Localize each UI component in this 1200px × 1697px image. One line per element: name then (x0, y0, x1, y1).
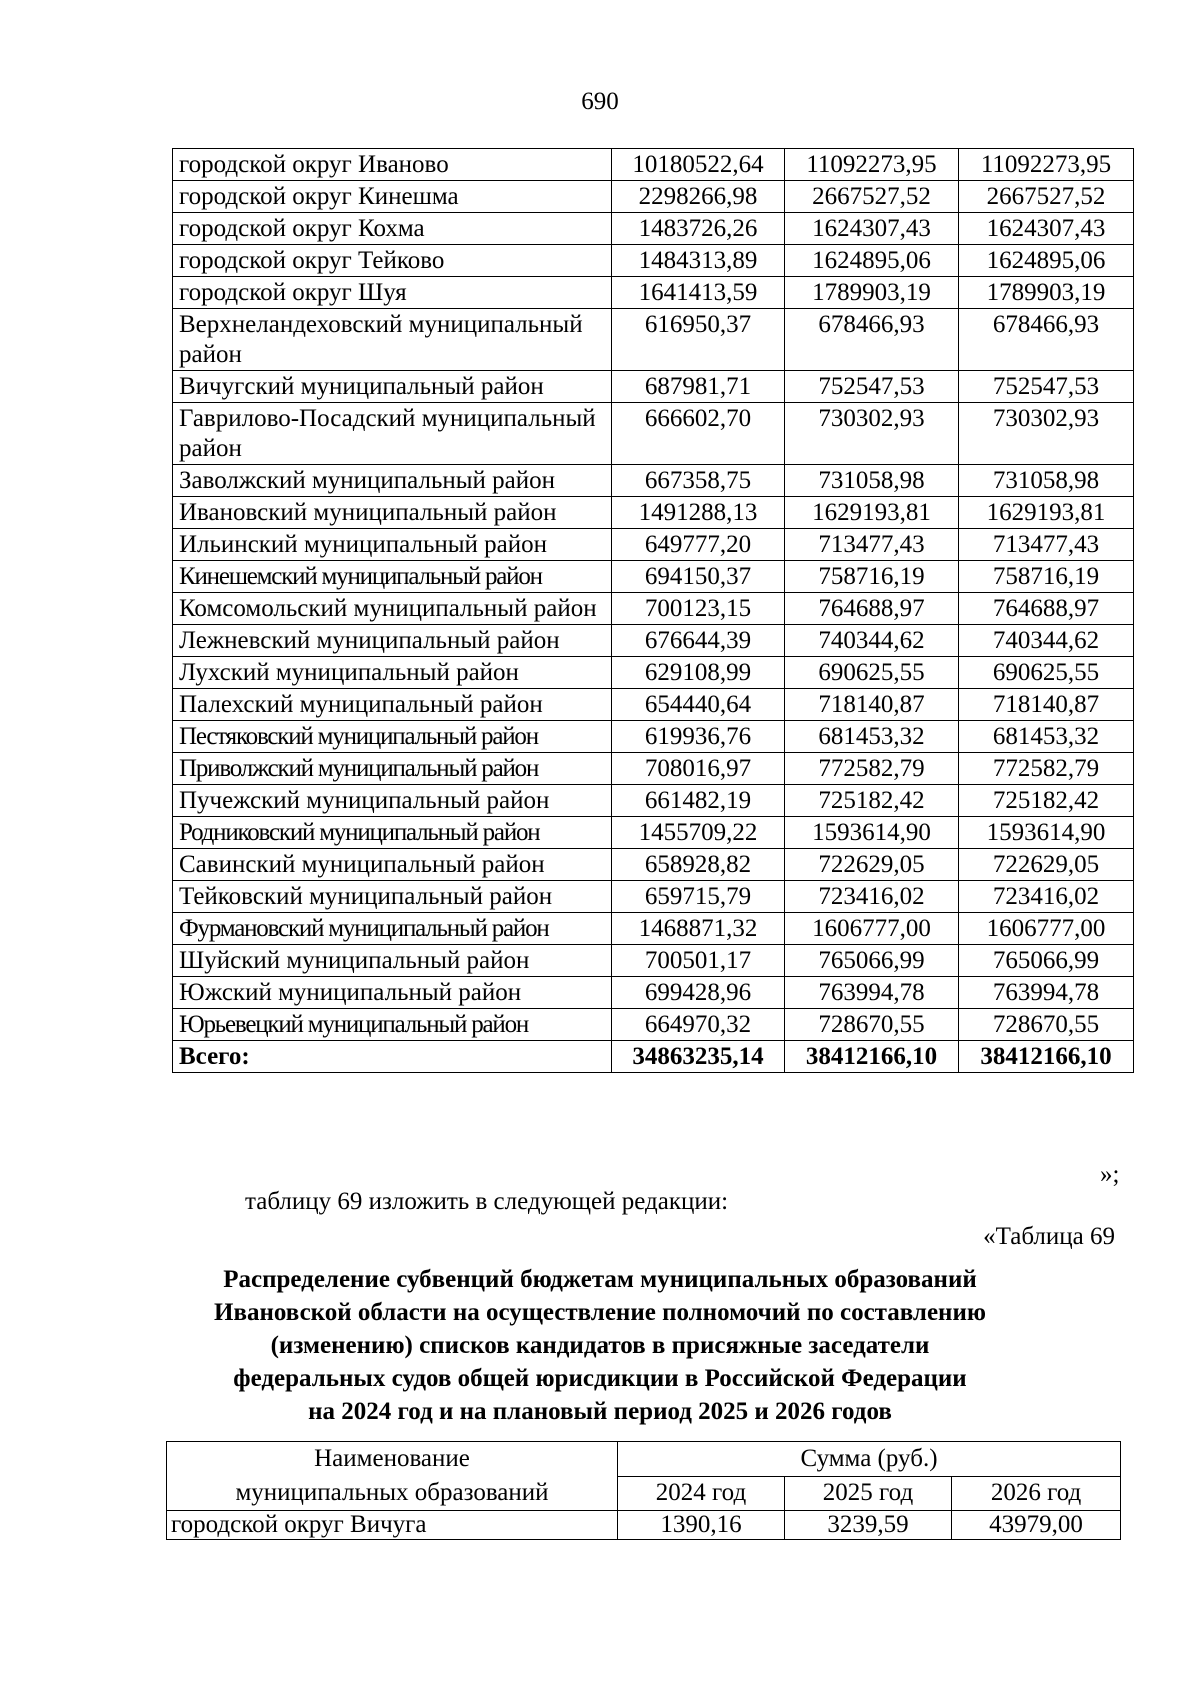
value-2026-cell: 730302,93 (959, 403, 1134, 465)
value-2024-cell: 666602,70 (612, 403, 785, 465)
municipality-name-cell: городской округ Шуя (173, 277, 612, 309)
value-2026-cell: 690625,55 (959, 657, 1134, 689)
value-2025-cell: 713477,43 (785, 529, 959, 561)
value-2026-cell: 1593614,90 (959, 817, 1134, 849)
header-year-cell: 2025 год (785, 1476, 952, 1511)
value-2024-cell: 1455709,22 (612, 817, 785, 849)
table-row (173, 497, 1134, 529)
value-2026-cell: 11092273,95 (959, 149, 1134, 181)
municipality-name-cell: Родниковский муниципальный район (173, 817, 612, 849)
table-row (167, 1511, 1121, 1540)
municipality-name-cell: городской округ Вичуга (167, 1511, 618, 1540)
value-2024-cell: 10180522,64 (612, 149, 785, 181)
value-2025-cell: 728670,55 (785, 1009, 959, 1041)
title-line: федеральных судов общей юрисдикции в Российской Федерации (233, 1365, 967, 1392)
title-line: на 2024 год и на плановый период 2025 и 2026 годов (308, 1398, 892, 1425)
value-2025-cell: 681453,32 (785, 721, 959, 753)
value-2024-cell: 700123,15 (612, 593, 785, 625)
table-row (173, 785, 1134, 817)
value-2025-cell: 718140,87 (785, 689, 959, 721)
header-year-cell: 2024 год (618, 1476, 785, 1511)
subvention-table-continued (172, 148, 1134, 1073)
value-2026-cell: 758716,19 (959, 561, 1134, 593)
header-name-line: Наименование (314, 1445, 470, 1472)
header-name-line: муниципальных образований (235, 1479, 549, 1506)
header-sum-cell: Сумма (руб.) (618, 1442, 1121, 1477)
page-number: 690 (581, 88, 619, 115)
municipality-name-cell: Приволжский муниципальный район (173, 753, 612, 785)
value-2025-cell: 1789903,19 (785, 277, 959, 309)
value-2025-cell: 725182,42 (785, 785, 959, 817)
value-2024-cell: 661482,19 (612, 785, 785, 817)
value-2026-cell: 752547,53 (959, 371, 1134, 403)
value-2025-cell: 723416,02 (785, 881, 959, 913)
table-row (173, 721, 1134, 753)
table-row (173, 945, 1134, 977)
municipality-name-cell: Лухский муниципальный район (173, 657, 612, 689)
table-row (173, 371, 1134, 403)
value-2026-cell: 722629,05 (959, 849, 1134, 881)
total-2025-cell: 38412166,10 (785, 1041, 959, 1073)
value-2024-cell: 1641413,59 (612, 277, 785, 309)
value-2026-cell: 725182,42 (959, 785, 1134, 817)
value-2025-cell: 730302,93 (785, 403, 959, 465)
value-2026-cell: 723416,02 (959, 881, 1134, 913)
value-2024-cell: 629108,99 (612, 657, 785, 689)
table-row (173, 1009, 1134, 1041)
value-2024-cell: 1468871,32 (612, 913, 785, 945)
value-2025-cell: 772582,79 (785, 753, 959, 785)
value-2024-cell: 664970,32 (612, 1009, 785, 1041)
value-2026-cell: 764688,97 (959, 593, 1134, 625)
value-2026-cell: 678466,93 (959, 309, 1134, 371)
value-2024-cell: 1483726,26 (612, 213, 785, 245)
value-2024-cell: 1484313,89 (612, 245, 785, 277)
municipality-name-cell: Верхнеландеховский муниципальный район (173, 309, 612, 371)
value-2024-cell: 694150,37 (612, 561, 785, 593)
value-2026-cell: 1789903,19 (959, 277, 1134, 309)
value-2025-cell: 740344,62 (785, 625, 959, 657)
municipality-name-cell: Шуйский муниципальный район (173, 945, 612, 977)
value-2026-cell: 740344,62 (959, 625, 1134, 657)
value-2024-cell: 616950,37 (612, 309, 785, 371)
table-label: «Таблица 69 (983, 1223, 1115, 1250)
table-row (173, 465, 1134, 497)
value-2025-cell: 2667527,52 (785, 181, 959, 213)
value-2025-cell: 763994,78 (785, 977, 959, 1009)
instruction-text: таблицу 69 изложить в следующей редакции: (245, 1188, 729, 1215)
value-2025-cell: 3239,59 (785, 1511, 952, 1540)
table-row (173, 245, 1134, 277)
table-row (173, 689, 1134, 721)
value-2025-cell: 752547,53 (785, 371, 959, 403)
table-row (173, 913, 1134, 945)
municipality-name-cell: Ильинский муниципальный район (173, 529, 612, 561)
value-2025-cell: 678466,93 (785, 309, 959, 371)
value-2025-cell: 764688,97 (785, 593, 959, 625)
municipality-name-cell: Южский муниципальный район (173, 977, 612, 1009)
value-2026-cell: 713477,43 (959, 529, 1134, 561)
municipality-name-cell: Гаврилово-Посадский муниципальный район (173, 403, 612, 465)
municipality-name-cell: Тейковский муниципальный район (173, 881, 612, 913)
value-2026-cell: 1629193,81 (959, 497, 1134, 529)
table-row (173, 977, 1134, 1009)
value-2026-cell: 765066,99 (959, 945, 1134, 977)
value-2024-cell: 619936,76 (612, 721, 785, 753)
municipality-name-cell: Палехский муниципальный район (173, 689, 612, 721)
value-2025-cell: 1593614,90 (785, 817, 959, 849)
value-2024-cell: 1390,16 (618, 1511, 785, 1540)
municipality-name-cell: Ивановский муниципальный район (173, 497, 612, 529)
value-2024-cell: 1491288,13 (612, 497, 785, 529)
municipality-name-cell: Комсомольский муниципальный район (173, 593, 612, 625)
value-2026-cell: 731058,98 (959, 465, 1134, 497)
title-line: (изменению) списков кандидатов в присяжные заседатели (270, 1332, 930, 1359)
table-row (173, 625, 1134, 657)
value-2026-cell: 43979,00 (952, 1511, 1121, 1540)
value-2024-cell: 676644,39 (612, 625, 785, 657)
table-row (173, 213, 1134, 245)
title-line: Ивановской области на осуществление полномочий по составлению (214, 1299, 986, 1326)
value-2026-cell: 728670,55 (959, 1009, 1134, 1041)
value-2024-cell: 658928,82 (612, 849, 785, 881)
value-2024-cell: 654440,64 (612, 689, 785, 721)
header-year-cell: 2026 год (952, 1476, 1121, 1511)
municipality-name-cell: Кинешемский муниципальный район (173, 561, 612, 593)
value-2024-cell: 708016,97 (612, 753, 785, 785)
value-2024-cell: 2298266,98 (612, 181, 785, 213)
value-2026-cell: 1624307,43 (959, 213, 1134, 245)
value-2024-cell: 659715,79 (612, 881, 785, 913)
value-2025-cell: 1629193,81 (785, 497, 959, 529)
value-2025-cell: 1624307,43 (785, 213, 959, 245)
table-row (173, 881, 1134, 913)
closing-quote: »; (1100, 1161, 1120, 1188)
table-title (140, 1263, 1060, 1428)
municipality-name-cell: Юрьевецкий муниципальный район (173, 1009, 612, 1041)
municipality-name-cell: городской округ Тейково (173, 245, 612, 277)
value-2024-cell: 667358,75 (612, 465, 785, 497)
municipality-name-cell: Пестяковский муниципальный район (173, 721, 612, 753)
table-row (173, 849, 1134, 881)
total-row (173, 1041, 1134, 1073)
total-label-cell: Всего: (173, 1041, 612, 1073)
municipality-name-cell: городской округ Кохма (173, 213, 612, 245)
municipality-name-cell: Фурмановский муниципальный район (173, 913, 612, 945)
value-2025-cell: 758716,19 (785, 561, 959, 593)
subvention-table-69 (166, 1441, 1121, 1540)
value-2024-cell: 649777,20 (612, 529, 785, 561)
title-line: Распределение субвенций бюджетам муниципальных образований (223, 1266, 977, 1293)
municipality-name-cell: городской округ Кинешма (173, 181, 612, 213)
value-2025-cell: 11092273,95 (785, 149, 959, 181)
table-row (173, 817, 1134, 849)
table-row (173, 309, 1134, 371)
value-2025-cell: 1606777,00 (785, 913, 959, 945)
value-2026-cell: 1606777,00 (959, 913, 1134, 945)
total-2026-cell: 38412166,10 (959, 1041, 1134, 1073)
table-row (173, 529, 1134, 561)
value-2025-cell: 765066,99 (785, 945, 959, 977)
value-2026-cell: 681453,32 (959, 721, 1134, 753)
value-2026-cell: 718140,87 (959, 689, 1134, 721)
total-2024-cell: 34863235,14 (612, 1041, 785, 1073)
value-2024-cell: 699428,96 (612, 977, 785, 1009)
value-2025-cell: 1624895,06 (785, 245, 959, 277)
table-row (173, 149, 1134, 181)
table-row (173, 403, 1134, 465)
table-row (173, 593, 1134, 625)
municipality-name-cell: Савинский муниципальный район (173, 849, 612, 881)
value-2025-cell: 722629,05 (785, 849, 959, 881)
value-2024-cell: 700501,17 (612, 945, 785, 977)
table-row (173, 181, 1134, 213)
value-2024-cell: 687981,71 (612, 371, 785, 403)
municipality-name-cell: Пучежский муниципальный район (173, 785, 612, 817)
table-row (173, 561, 1134, 593)
value-2026-cell: 772582,79 (959, 753, 1134, 785)
municipality-name-cell: Лежневский муниципальный район (173, 625, 612, 657)
value-2026-cell: 2667527,52 (959, 181, 1134, 213)
value-2025-cell: 731058,98 (785, 465, 959, 497)
table-header-row (167, 1442, 1121, 1477)
value-2025-cell: 690625,55 (785, 657, 959, 689)
table-row (173, 753, 1134, 785)
value-2026-cell: 1624895,06 (959, 245, 1134, 277)
value-2026-cell: 763994,78 (959, 977, 1134, 1009)
municipality-name-cell: Вичугский муниципальный район (173, 371, 612, 403)
municipality-name-cell: городской округ Иваново (173, 149, 612, 181)
municipality-name-cell: Заволжский муниципальный район (173, 465, 612, 497)
table-row (173, 277, 1134, 309)
header-name-cell (167, 1442, 618, 1511)
table-row (173, 657, 1134, 689)
